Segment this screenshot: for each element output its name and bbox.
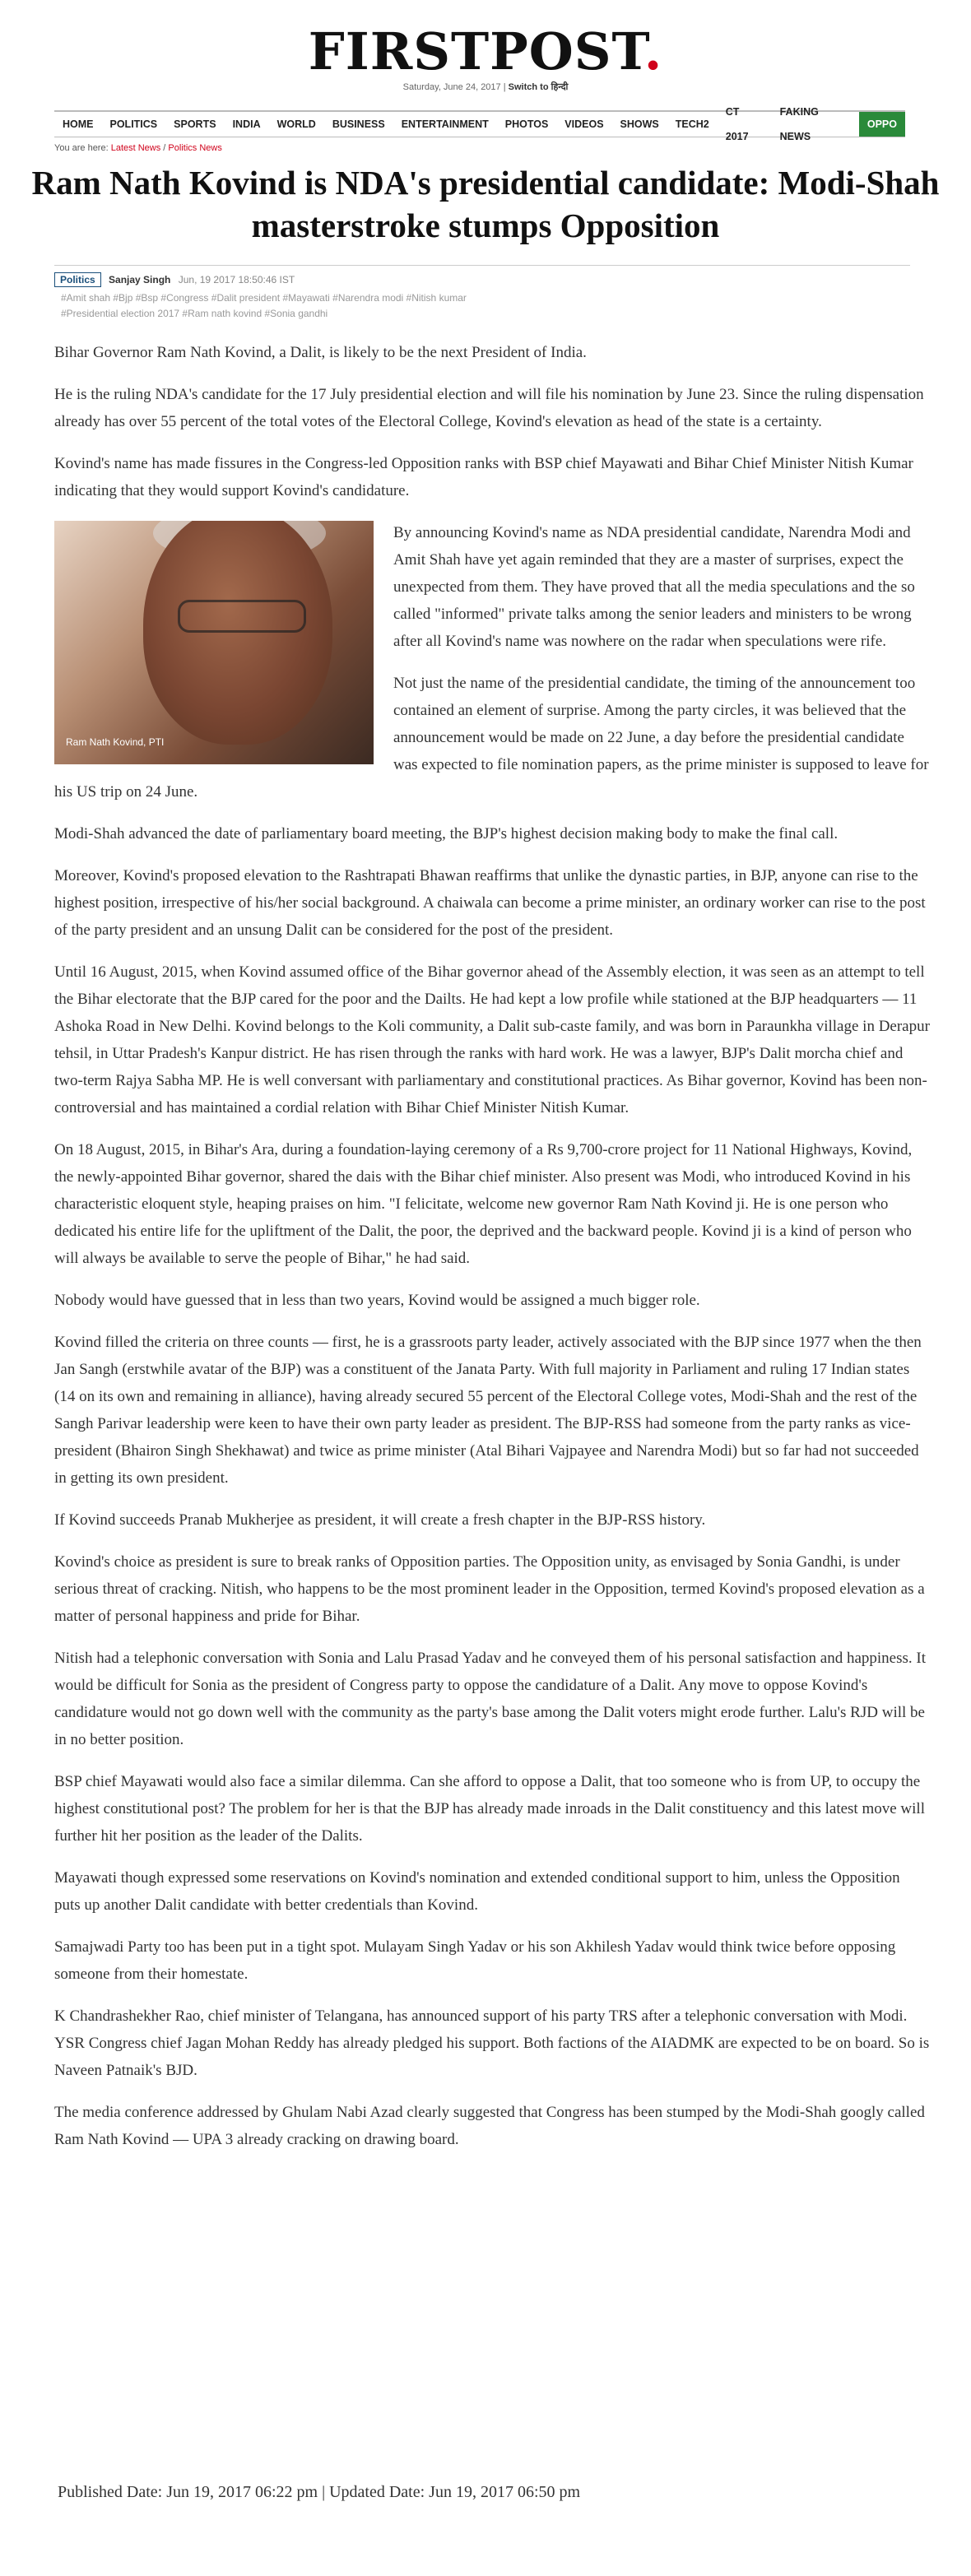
nav-item-tech2[interactable]: TECH2: [675, 118, 709, 130]
breadcrumb-prefix: You are here:: [54, 143, 109, 153]
photo-face-shape: [143, 521, 332, 745]
paragraph: Not just the name of the presidential candidate, the timing of the announcement too contained an element of surprise. Among the party circles, it was believed that the announcement would be made on 22 June, a day before the presidential candidate was expected to file nomination papers, as the prime minister is supposed to leave for his US trip on 24 June.: [54, 675, 929, 801]
paragraph: Nitish had a telephonic conversation with Sonia and Lalu Prasad Yadav and he conveyed them of his personal satisfaction and happiness. It would be difficult for Sonia as the president of Congress party to oppose the candidature of a Dalit. Any move to oppose Kovind's candidature would not go down well with the community as the party's base among the Dalit voters might erode further. Lalu's RJD will be in no better position.: [54, 1650, 926, 1748]
paragraph: Kovind's name has made fissures in the Congress-led Opposition ranks with BSP chief Mayawati and Bihar Chief Minister Nitish Kumar indicating that they would support Kovind's candidature.: [54, 455, 913, 499]
photo-glasses-shape: [178, 600, 306, 633]
nav-item-india[interactable]: INDIA: [232, 118, 261, 130]
nav-item-faking-news[interactable]: FAKING NEWS: [779, 106, 819, 142]
paragraph: If Kovind succeeds Pranab Mukherjee as president, it will create a fresh chapter in the BJP-RSS history.: [54, 1511, 706, 1529]
paragraph: Modi-Shah advanced the date of parliamentary board meeting, the BJP's highest decision making body to make the final call.: [54, 825, 839, 842]
nav-item-ct-2017[interactable]: CT 2017: [725, 106, 749, 142]
masthead: [0, 0, 971, 104]
paragraph: He is the ruling NDA's candidate for the 17 July presidential election and will file his nomination by June 23. Since the ruling dispensation already has over 55 percent of the total votes of the Electoral College, Kovind's elevation as head of the state is a certainty.: [54, 386, 924, 430]
nav-item-photos[interactable]: PHOTOS: [504, 118, 549, 130]
paragraph: The media conference addressed by Ghulam Nabi Azad clearly suggested that Congress has been stumped by the Modi-Shah googly called Ram Nath Kovind — UPA 3 already cracking on drawing board.: [54, 2104, 925, 2148]
paragraph: Kovind filled the criteria on three counts — first, he is a grassroots party leader, actively associated with the BJP since 1977 when the then Jan Sangh (erstwhile avatar of the BJP) was a constituent of the Janata Party. With full majority in Parliament and ruling 17 Indian states (14 on its own and remaining in alliance), having already secured 55 percent of the Electoral College votes, Modi-Shah and the rest of the Sangh Parivar leadership were keen to have their own party leader as president. The BJP-RSS had someone from the party ranks as vice-president (Bhairon Singh Shekhawat) and twice as prime minister (Atal Bihari Vajpayee and Narendra Modi) but so far had not succeeded in getting its own president.: [54, 1334, 922, 1487]
paragraph: Mayawati though expressed some reservations on Kovind's nomination and extended conditional support to him, unless the Opposition puts up another Dalit candidate with better credentials than Kovind.: [54, 1869, 900, 1914]
breadcrumb-latest-news[interactable]: Latest News: [110, 143, 161, 153]
paragraph: Kovind's choice as president is sure to break ranks of Opposition parties. The Opposition unity, as envisaged by Sonia Gandhi, is under serious threat of cracking. Nitish, who happens to be the most prominent leader in the Opposition, termed Kovind's proposed elevation as a matter of personal happiness and pride for Bihar.: [54, 1553, 925, 1625]
main-nav: [54, 106, 905, 142]
article-meta: [54, 265, 910, 322]
paragraph: Moreover, Kovind's proposed elevation to the Rashtrapati Bhawan reaffirms that unlike the dynastic parties, in BJP, anyone can rise to the highest position, irrespective of his/her social background. A chaiwala can become a prime minister, an ordinary worker can rise to the post of the party president and an unsung Dalit can be considered for the post of the president.: [54, 867, 926, 939]
dateline: Saturday, June 24, 2017 | Switch to हिन्दी: [402, 82, 569, 92]
nav-item-politics[interactable]: POLITICS: [109, 118, 158, 130]
nav-item-sports[interactable]: SPORTS: [174, 118, 216, 130]
nav-item-videos[interactable]: VIDEOS: [564, 118, 604, 130]
nav-item-oppo[interactable]: OPPO: [859, 112, 905, 137]
paragraph: Samajwadi Party too has been put in a tight spot. Mulayam Singh Yadav or his son Akhilesh Yadav would think twice before opposing someone from their homestate.: [54, 1938, 896, 1983]
breadcrumb: You are here: Latest News / Politics News: [54, 143, 222, 153]
paragraph: Bihar Governor Ram Nath Kovind, a Dalit, is likely to be the next President of India.: [54, 344, 587, 361]
paragraph: BSP chief Mayawati would also face a similar dilemma. Can she afford to oppose a Dalit, that too someone who is from UP, to occupy the highest constitutional post? The problem for her is that the BJP has already made inroads in the Dalit constituency and this latest move will further hit her position as the leader of the Dalits.: [54, 1773, 925, 1845]
breadcrumb-politics-news[interactable]: Politics News: [168, 143, 222, 153]
site-logo[interactable]: FIRSTPOST.: [308, 21, 663, 81]
nav-item-home[interactable]: HOME: [63, 118, 94, 130]
current-date: Saturday, June 24, 2017: [402, 82, 501, 92]
nav-item-shows[interactable]: SHOWS: [620, 118, 659, 130]
publish-dates: Published Date: Jun 19, 2017 06:22 pm | Updated Date: Jun 19, 2017 06:50 pm: [58, 2483, 581, 2501]
article-tags[interactable]: #Amit shah #Bjp #Bsp #Congress #Dalit president #Mayawati #Narendra modi #Nitish kumar #Presidential election 2017 #Ram nath kovind #Sonia gandhi: [61, 292, 467, 319]
paragraph: Nobody would have guessed that in less than two years, Kovind would be assigned a much bigger role.: [54, 1292, 700, 1309]
nav-item-entertainment[interactable]: ENTERTAINMENT: [401, 118, 489, 130]
paragraph: On 18 August, 2015, in Bihar's Ara, during a foundation-laying ceremony of a Rs 9,700-crore project for 11 National Highways, Kovind, the newly-appointed Bihar governor, shared the dais with the Bihar chief minister. Also present was Modi, who introduced Kovind in his characteristic eloquent style, heaping praises on him. "I felicitate, welcome new governor Ram Nath Kovind ji. He is one person who dedicated his entire life for the upliftment of the Dalit, the poor, the deprived and the backward people. Kovind ji is a kind of person who will always be available to serve the people of Bihar," he had said.: [54, 1141, 913, 1267]
article-photo: [54, 521, 374, 764]
publish-timestamp: Jun, 19 2017 18:50:46 IST: [178, 274, 295, 285]
article-headline: Ram Nath Kovind is NDA's presidential candidate: Modi-Shah masterstroke stumps Opposition: [31, 164, 940, 244]
paragraph: By announcing Kovind's name as NDA presidential candidate, Narendra Modi and Amit Shah have yet again reminded that they are a master of surprises, expect the unexpected from them. They have proved that all the media speculations and the so called "informed" private talks among the senior leaders and ministers to be wrong after all Kovind's name was nowhere on the radar when speculations were rife.: [393, 524, 915, 650]
paragraph: Until 16 August, 2015, when Kovind assumed office of the Bihar governor ahead of the Assembly election, it was seen as an attempt to tell the Bihar electorate that the BJP cared for the poor and the Dailts. He had kept a low profile while stationed at the BJP headquarters — 11 Ashoka Road in New Delhi. Kovind belongs to the Koli community, a Dalit sub-caste family, and was born in Paraunkha village in Derapur tehsil, in Uttar Pradesh's Kanpur district. He has risen through the ranks with hard work. He was a lawyer, BJP's Dalit morcha chief and two-term Rajya Sabha MP. He is well conversant with parliamentary and constitutional practices. As Bihar governor, Kovind has been non-controversial and has maintained a cordial relation with Bihar Chief Minister Nitish Kumar.: [54, 963, 930, 1116]
nav-item-business[interactable]: BUSINESS: [332, 118, 385, 130]
category-badge[interactable]: Politics: [54, 272, 101, 287]
language-switch-link[interactable]: Switch to हिन्दी: [508, 82, 569, 92]
paragraph: K Chandrashekher Rao, chief minister of Telangana, has announced support of his party TRS after a telephonic conversation with Modi. YSR Congress chief Jagan Mohan Reddy has already pledged his support. Both factions of the AIADMK are expected to be on board. So is Naveen Patnaik's BJD.: [54, 2007, 930, 2079]
nav-item-world[interactable]: WORLD: [276, 118, 316, 130]
article-body: [54, 339, 930, 2168]
author-name[interactable]: Sanjay Singh: [109, 274, 171, 285]
photo-caption: Ram Nath Kovind, PTI: [66, 736, 165, 748]
